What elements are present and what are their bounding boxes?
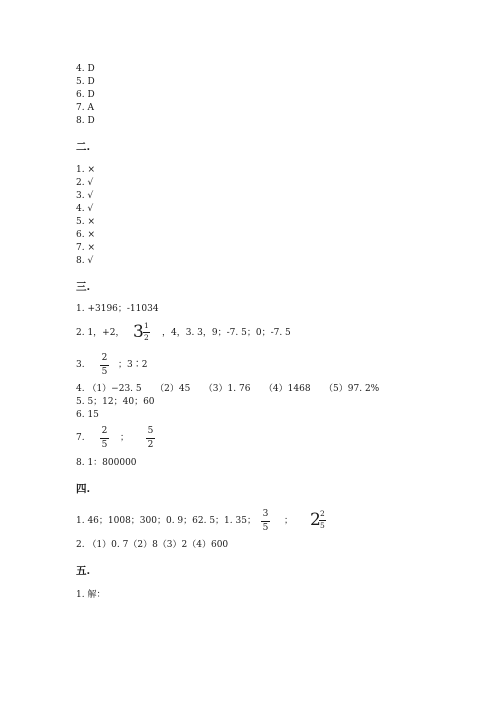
fill-answer-8: 8. 1：800000: [76, 458, 137, 468]
tf-answer-7: 7. ×: [76, 243, 95, 253]
denominator: 5: [101, 367, 108, 377]
fraction-bar: [100, 438, 109, 439]
fill-answer-1: 1. +3196；-11034: [76, 304, 159, 314]
answer-8: 8. D: [76, 116, 95, 126]
mixed-whole: 3: [133, 322, 144, 342]
fill-answer-4: 4. （1）−23. 5 （2）45 （3）1. 76 （4）1468 （5）97. 2%: [76, 384, 380, 394]
tf-answer-3: 3. √: [76, 191, 94, 201]
mixed-denominator: 5: [320, 521, 325, 530]
denominator: 2: [147, 440, 154, 450]
mixed-numerator: 2: [320, 509, 325, 518]
fill-answer-7-separator: ；: [120, 433, 130, 443]
fill-answer-2-prefix: 2. 1，+2，: [76, 328, 125, 338]
section-heading-3: 三.: [76, 281, 91, 293]
fraction-3-5: [261, 510, 270, 533]
mixed-numerator: 1: [144, 321, 149, 330]
tf-answer-2: 2. √: [76, 178, 94, 188]
fraction-bar: [146, 438, 155, 439]
answer-7: 7. A: [76, 103, 94, 113]
calc-answer-1-prefix: 1. 46；1008；300；0. 9；62. 5；1. 35；: [76, 516, 256, 526]
fill-answer-3-suffix: ；3∶2: [118, 360, 148, 370]
tf-answer-8: 8. √: [76, 256, 94, 266]
tf-answer-4: 4. √: [76, 204, 94, 214]
answer-6: 6. D: [76, 90, 95, 100]
mixed-whole: 2: [310, 510, 321, 530]
numerator: 2: [101, 426, 108, 436]
fill-answer-2-suffix: ，4，3. 3，9；-7. 5；0；-7. 5: [162, 328, 291, 338]
numerator: 2: [101, 353, 108, 363]
section-heading-5: 五.: [76, 565, 91, 577]
tf-answer-5: 5. ×: [76, 217, 95, 227]
fraction-bar: [100, 365, 109, 366]
denominator: 5: [262, 523, 269, 533]
section-heading-4: 四.: [76, 483, 91, 495]
solution-answer-1: 1. 解：: [76, 590, 106, 600]
tf-answer-6: 6. ×: [76, 230, 95, 240]
numerator: 3: [262, 509, 269, 519]
fraction-2-5: [100, 354, 109, 377]
fill-answer-7-prefix: 7.: [76, 433, 85, 443]
fraction-bar: [261, 521, 270, 522]
section-heading-2: 二.: [76, 141, 91, 153]
fraction-2-5: [100, 427, 109, 450]
fill-answer-6: 6. 15: [76, 410, 99, 420]
answer-5: 5. D: [76, 77, 95, 87]
numerator: 5: [147, 426, 154, 436]
mixed-denominator: 2: [144, 333, 149, 342]
answer-4: 4. D: [76, 64, 95, 74]
fill-answer-3-prefix: 3.: [76, 360, 85, 370]
denominator: 5: [101, 440, 108, 450]
tf-answer-1: 1. ×: [76, 165, 95, 175]
calc-answer-2: 2. （1）0. 7（2）8（3）2（4）600: [76, 540, 229, 550]
fill-answer-5: 5. 5；12；40；60: [76, 397, 155, 407]
calc-answer-1-separator: ；: [284, 516, 294, 526]
fraction-5-2: [146, 427, 155, 450]
